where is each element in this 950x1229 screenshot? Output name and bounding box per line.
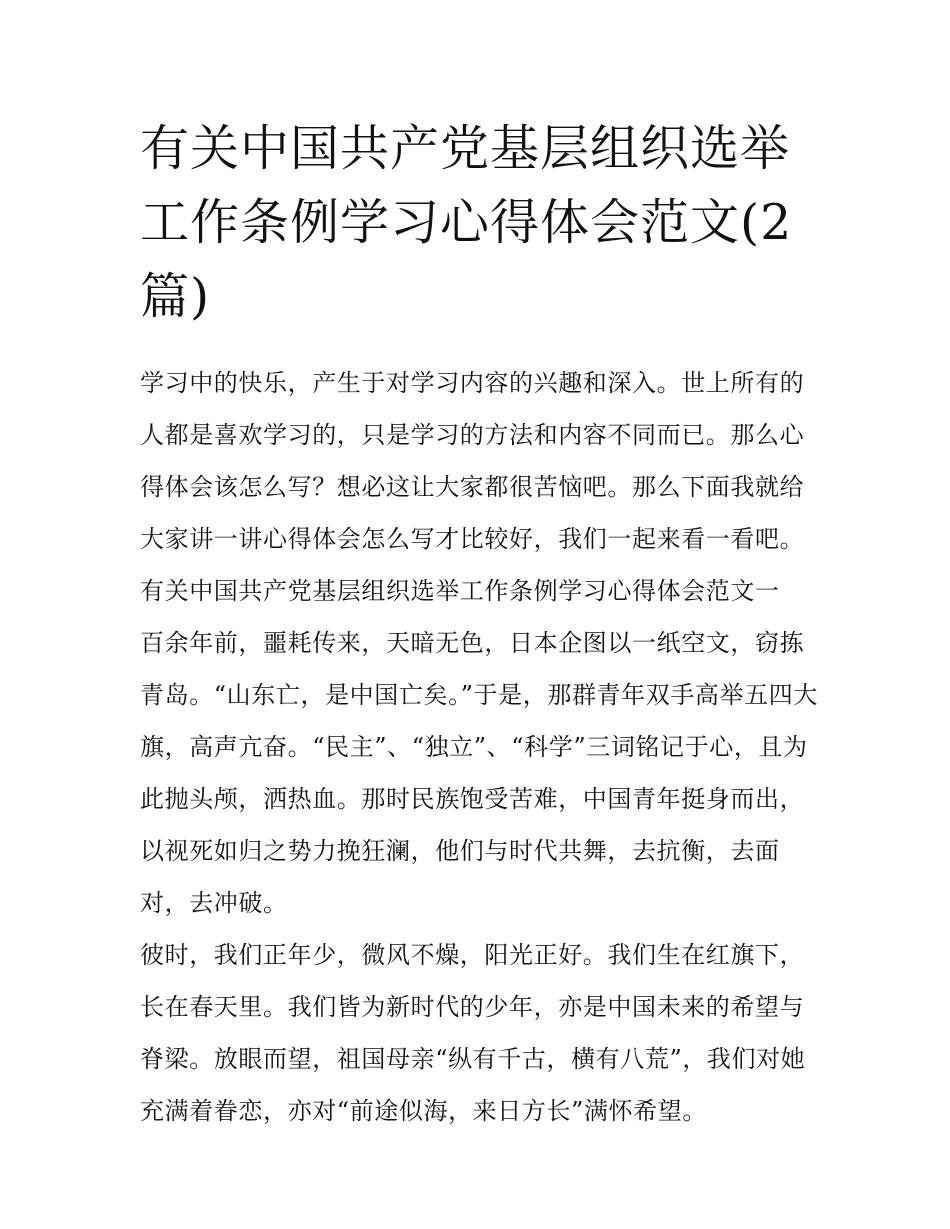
body-paragraph-1: 百余年前，噩耗传来，天暗无色，日本企图以一纸空文，窃拣青岛。“山东亡，是中国亡矣。”于是，那群青年双手高举五四大旗，高声亢奋。“民主”、“独立”、“科学”三词铭记于心，且为此抛头颅，洒热血。那时民族饱受苦难，中国青年挺身而出，以视死如归之势力挽狂澜，他们与时代共舞，去抗衡，去面对，去冲破。 (140, 629, 818, 917)
body-paragraph-2: 彼时，我们正年少，微风不燥，阳光正好。我们生在红旗下，长在春天里。我们皆为新时代的少年，亦是中国未来的希望与脊梁。放眼而望，祖国母亲“纵有千古，横有八荒”，我们对她充满着眷恋，亦对“前途似海，来日方长”满怀希望。 (140, 941, 806, 1125)
document-body (140, 357, 820, 1137)
title-line-1: 有关中国共产党基层组织选举 (140, 120, 791, 177)
intro-paragraph: 学习中的快乐，产生于对学习内容的兴趣和深入。世上所有的人都是喜欢学习的，只是学习的方法和内容不同而已。那么心得体会该怎么写？想必这让大家都很苦恼吧。那么下面我就给大家讲一讲心得体会怎么写才比较好，我们一起来看一看吧。 (140, 369, 805, 553)
document-title (140, 112, 820, 334)
section-heading: 有关中国共产党基层组织选举工作条例学习心得体会范文一 (140, 577, 780, 605)
title-line-3: 篇) (140, 268, 211, 325)
title-line-2: 工作条例学习心得体会范文(2 (140, 194, 793, 251)
